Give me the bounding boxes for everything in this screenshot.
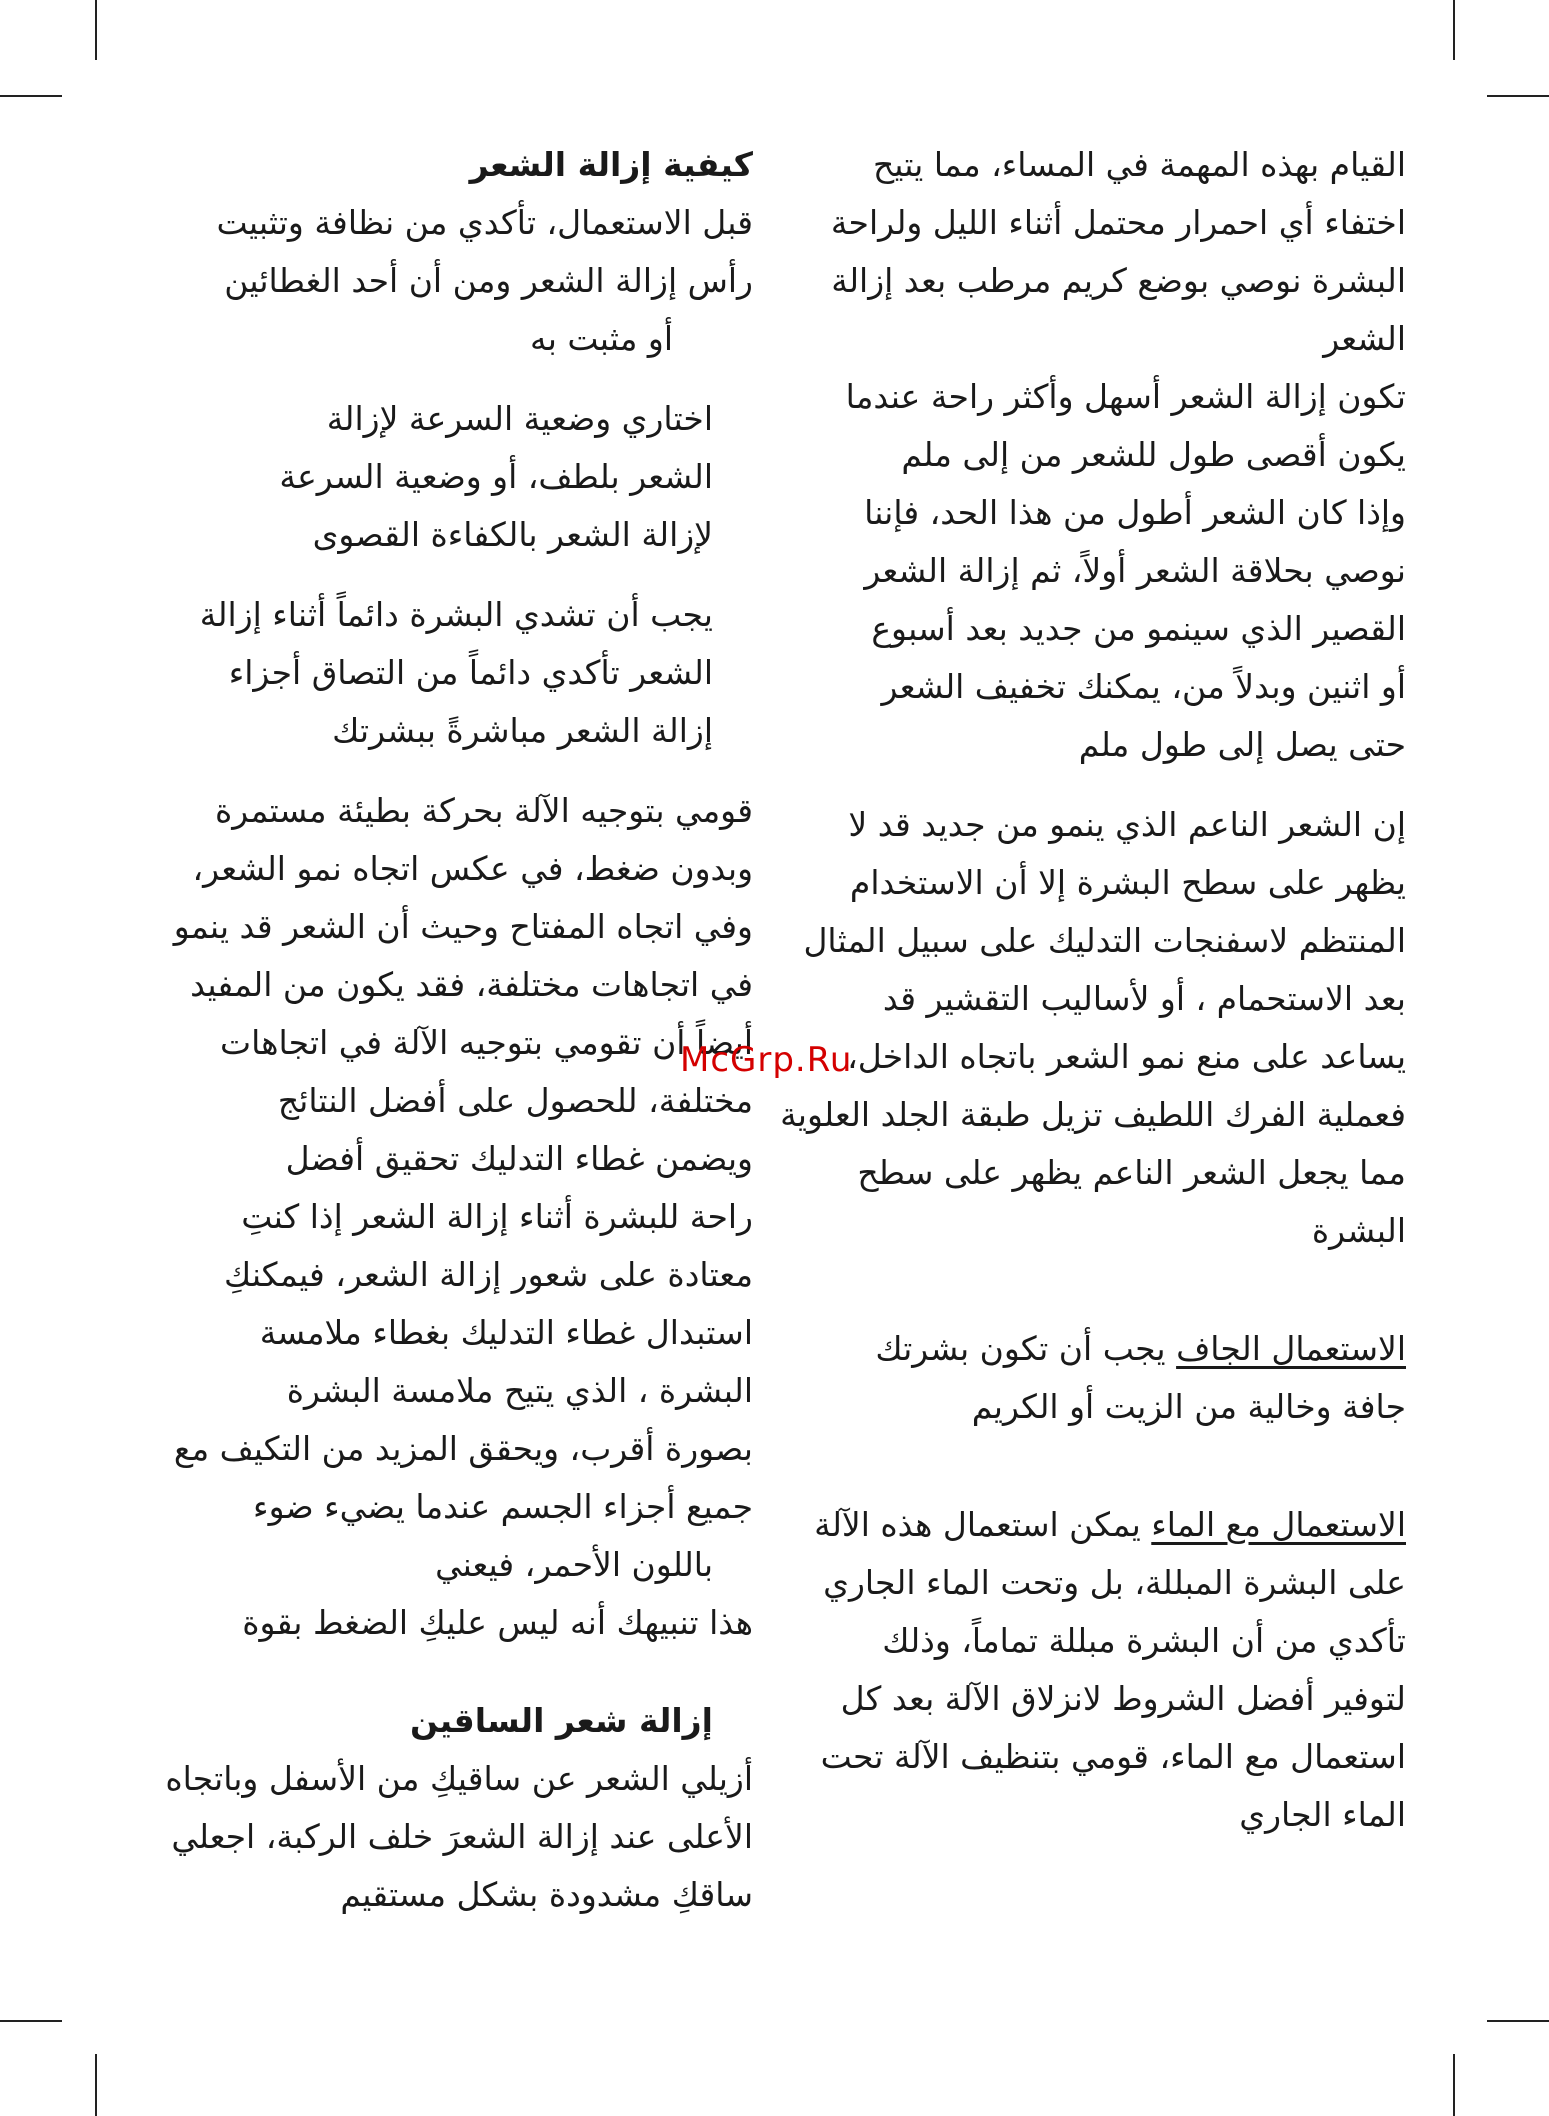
crop-mark-bottom-left-vertical [95, 2054, 97, 2116]
text-line: القيام بهذه المهمة في المساء، مما يتيح [872, 145, 1406, 184]
text-line: لتوفير أفضل الشروط لانزلاق الآلة بعد كل [840, 1679, 1406, 1718]
text-line: يظهر على سطح البشرة إلا أن الاستخدام [849, 863, 1406, 902]
text-line: معتادة على شعور إزالة الشعر، فيمكنكِ [224, 1255, 753, 1294]
paragraph-wet-use [766, 1496, 1406, 1844]
paragraph-intro [113, 194, 753, 368]
paragraph-speed-setting [113, 390, 753, 564]
paragraph-guide-device [113, 782, 753, 1652]
text-line: بصورة أقرب، ويحقق المزيد من التكيف مع [173, 1429, 753, 1468]
paragraph-evening [766, 136, 1406, 368]
text-line: يكون أقصى طول للشعر من إلى ملم [901, 435, 1406, 474]
text-line: حتى يصل إلى طول ملم [1078, 725, 1406, 764]
paragraph-stretch-skin [113, 586, 753, 760]
section-heading-how-to: كيفية إزالة الشعر [469, 145, 753, 184]
text-line: ساقكِ مشدودة بشكل مستقيم [340, 1875, 753, 1914]
text-line: في اتجاهات مختلفة، فقد يكون من المفيد [190, 965, 753, 1004]
wet-use-text: يمكن استعمال هذه الآلة [814, 1505, 1152, 1544]
text-line: بعد الاستحمام ، أو لأساليب التقشير قد [882, 979, 1406, 1018]
text-line: جميع أجزاء الجسم عندما يضيء ضوء [253, 1487, 753, 1526]
text-line: قبل الاستعمال، تأكدي من نظافة وتثبيت [216, 203, 753, 242]
text-line: وإذا كان الشعر أطول من هذا الحد، فإننا [864, 493, 1406, 532]
text-line: الشعر بلطف، أو وضعية السرعة [279, 457, 713, 496]
paragraph-ingrown-hair [766, 796, 1406, 1260]
text-line [766, 1496, 1406, 1554]
text-line: القصير الذي سينمو من جديد بعد أسبوع [871, 609, 1406, 648]
dry-use-text: يجب أن تكون بشرتك [875, 1329, 1177, 1368]
text-line: البشرة نوصي بوضع كريم مرطب بعد إزالة [831, 261, 1406, 300]
text-line: وفي اتجاه المفتاح وحيث أن الشعر قد ينمو [173, 907, 753, 946]
dry-use-label: الاستعمال الجاف [1176, 1329, 1406, 1368]
text-line: هذا تنبيهك أنه ليس عليكِ الضغط بقوة [242, 1603, 753, 1642]
text-line: مما يجعل الشعر الناعم يظهر على سطح [857, 1153, 1406, 1192]
text-line [766, 1320, 1406, 1378]
text-line: اختاري وضعية السرعة لإزالة [326, 399, 713, 438]
text-line: تأكدي من أن البشرة مبللة تماماً، وذلك [882, 1621, 1406, 1660]
text-line: وبدون ضغط، في عكس اتجاه نمو الشعر، [192, 849, 753, 888]
text-line: استعمال مع الماء، قومي بتنظيف الآلة تحت [820, 1737, 1406, 1776]
text-line: نوصي بحلاقة الشعر أولاً، ثم إزالة الشعر [864, 551, 1406, 590]
text-line: الأعلى عند إزالة الشعرَ خلف الركبة، اجعلي [171, 1817, 753, 1856]
text-line: الشعر تأكدي دائماً من التصاق أجزاء [228, 653, 713, 692]
crop-mark-bottom-right-vertical [1453, 2054, 1455, 2116]
wet-use-label: الاستعمال مع الماء [1151, 1505, 1406, 1544]
right-column [766, 136, 1406, 1844]
text-line: اختفاء أي احمرار محتمل أثناء الليل ولراحة [830, 203, 1406, 242]
crop-mark-top-left-horizontal [0, 95, 62, 97]
paragraph-hair-length [766, 368, 1406, 774]
text-line: على البشرة المبللة، بل وتحت الماء الجاري [823, 1563, 1406, 1602]
text-line: الماء الجاري [1239, 1795, 1406, 1834]
paragraph-legs [113, 1750, 753, 1924]
text-line: البشرة ، الذي يتيح ملامسة البشرة [286, 1371, 753, 1410]
text-line: المنتظم لاسفنجات التدليك على سبيل المثال [803, 921, 1406, 960]
text-line: إن الشعر الناعم الذي ينمو من جديد قد لا [848, 805, 1406, 844]
text-line: أو اثنين وبدلاً من، يمكنك تخفيف الشعر [881, 667, 1406, 706]
paragraph-dry-use [766, 1320, 1406, 1436]
text-line: جافة وخالية من الزيت أو الكريم [971, 1387, 1406, 1426]
crop-mark-top-right-horizontal [1487, 95, 1549, 97]
text-line: مختلفة، للحصول على أفضل النتائج [277, 1081, 753, 1120]
text-line: استبدال غطاء التدليك بغطاء ملامسة [259, 1313, 753, 1352]
left-column [113, 136, 753, 1924]
watermark: McGrp.Ru [680, 1040, 853, 1080]
text-line: باللون الأحمر، فيعني [435, 1545, 713, 1584]
crop-mark-top-right-vertical [1453, 0, 1455, 60]
text-line: لإزالة الشعر بالكفاءة القصوى [312, 515, 713, 554]
text-line: يساعد على منع نمو الشعر باتجاه الداخل، [847, 1037, 1406, 1076]
text-line: قومي بتوجيه الآلة بحركة بطيئة مستمرة [214, 791, 753, 830]
text-line: ويضمن غطاء التدليك تحقيق أفضل [285, 1139, 753, 1178]
crop-mark-bottom-left-horizontal [0, 2020, 62, 2022]
text-line: راحة للبشرة أثناء إزالة الشعر إذا كنتِ [241, 1197, 753, 1236]
text-line: الشعر [1323, 319, 1406, 358]
text-line: أزيلي الشعر عن ساقيكِ من الأسفل وباتجاه [165, 1759, 753, 1798]
text-line: يجب أن تشدي البشرة دائماً أثناء إزالة [199, 595, 713, 634]
text-line: أيضاً أن تقومي بتوجيه الآلة في اتجاهات [220, 1023, 753, 1062]
text-line: تكون إزالة الشعر أسهل وأكثر راحة عندما [845, 377, 1406, 416]
text-line: أو مثبت به [530, 319, 673, 358]
section-heading-legs: إزالة شعر الساقين [409, 1701, 713, 1740]
text-line: فعملية الفرك اللطيف تزيل طبقة الجلد العلوية [780, 1095, 1406, 1134]
crop-mark-top-left-vertical [95, 0, 97, 60]
text-line: إزالة الشعر مباشرةً ببشرتك [332, 711, 713, 750]
text-line: رأس إزالة الشعر ومن أن أحد الغطائين [224, 261, 753, 300]
crop-mark-bottom-right-horizontal [1487, 2020, 1549, 2022]
text-line: البشرة [1311, 1211, 1406, 1250]
